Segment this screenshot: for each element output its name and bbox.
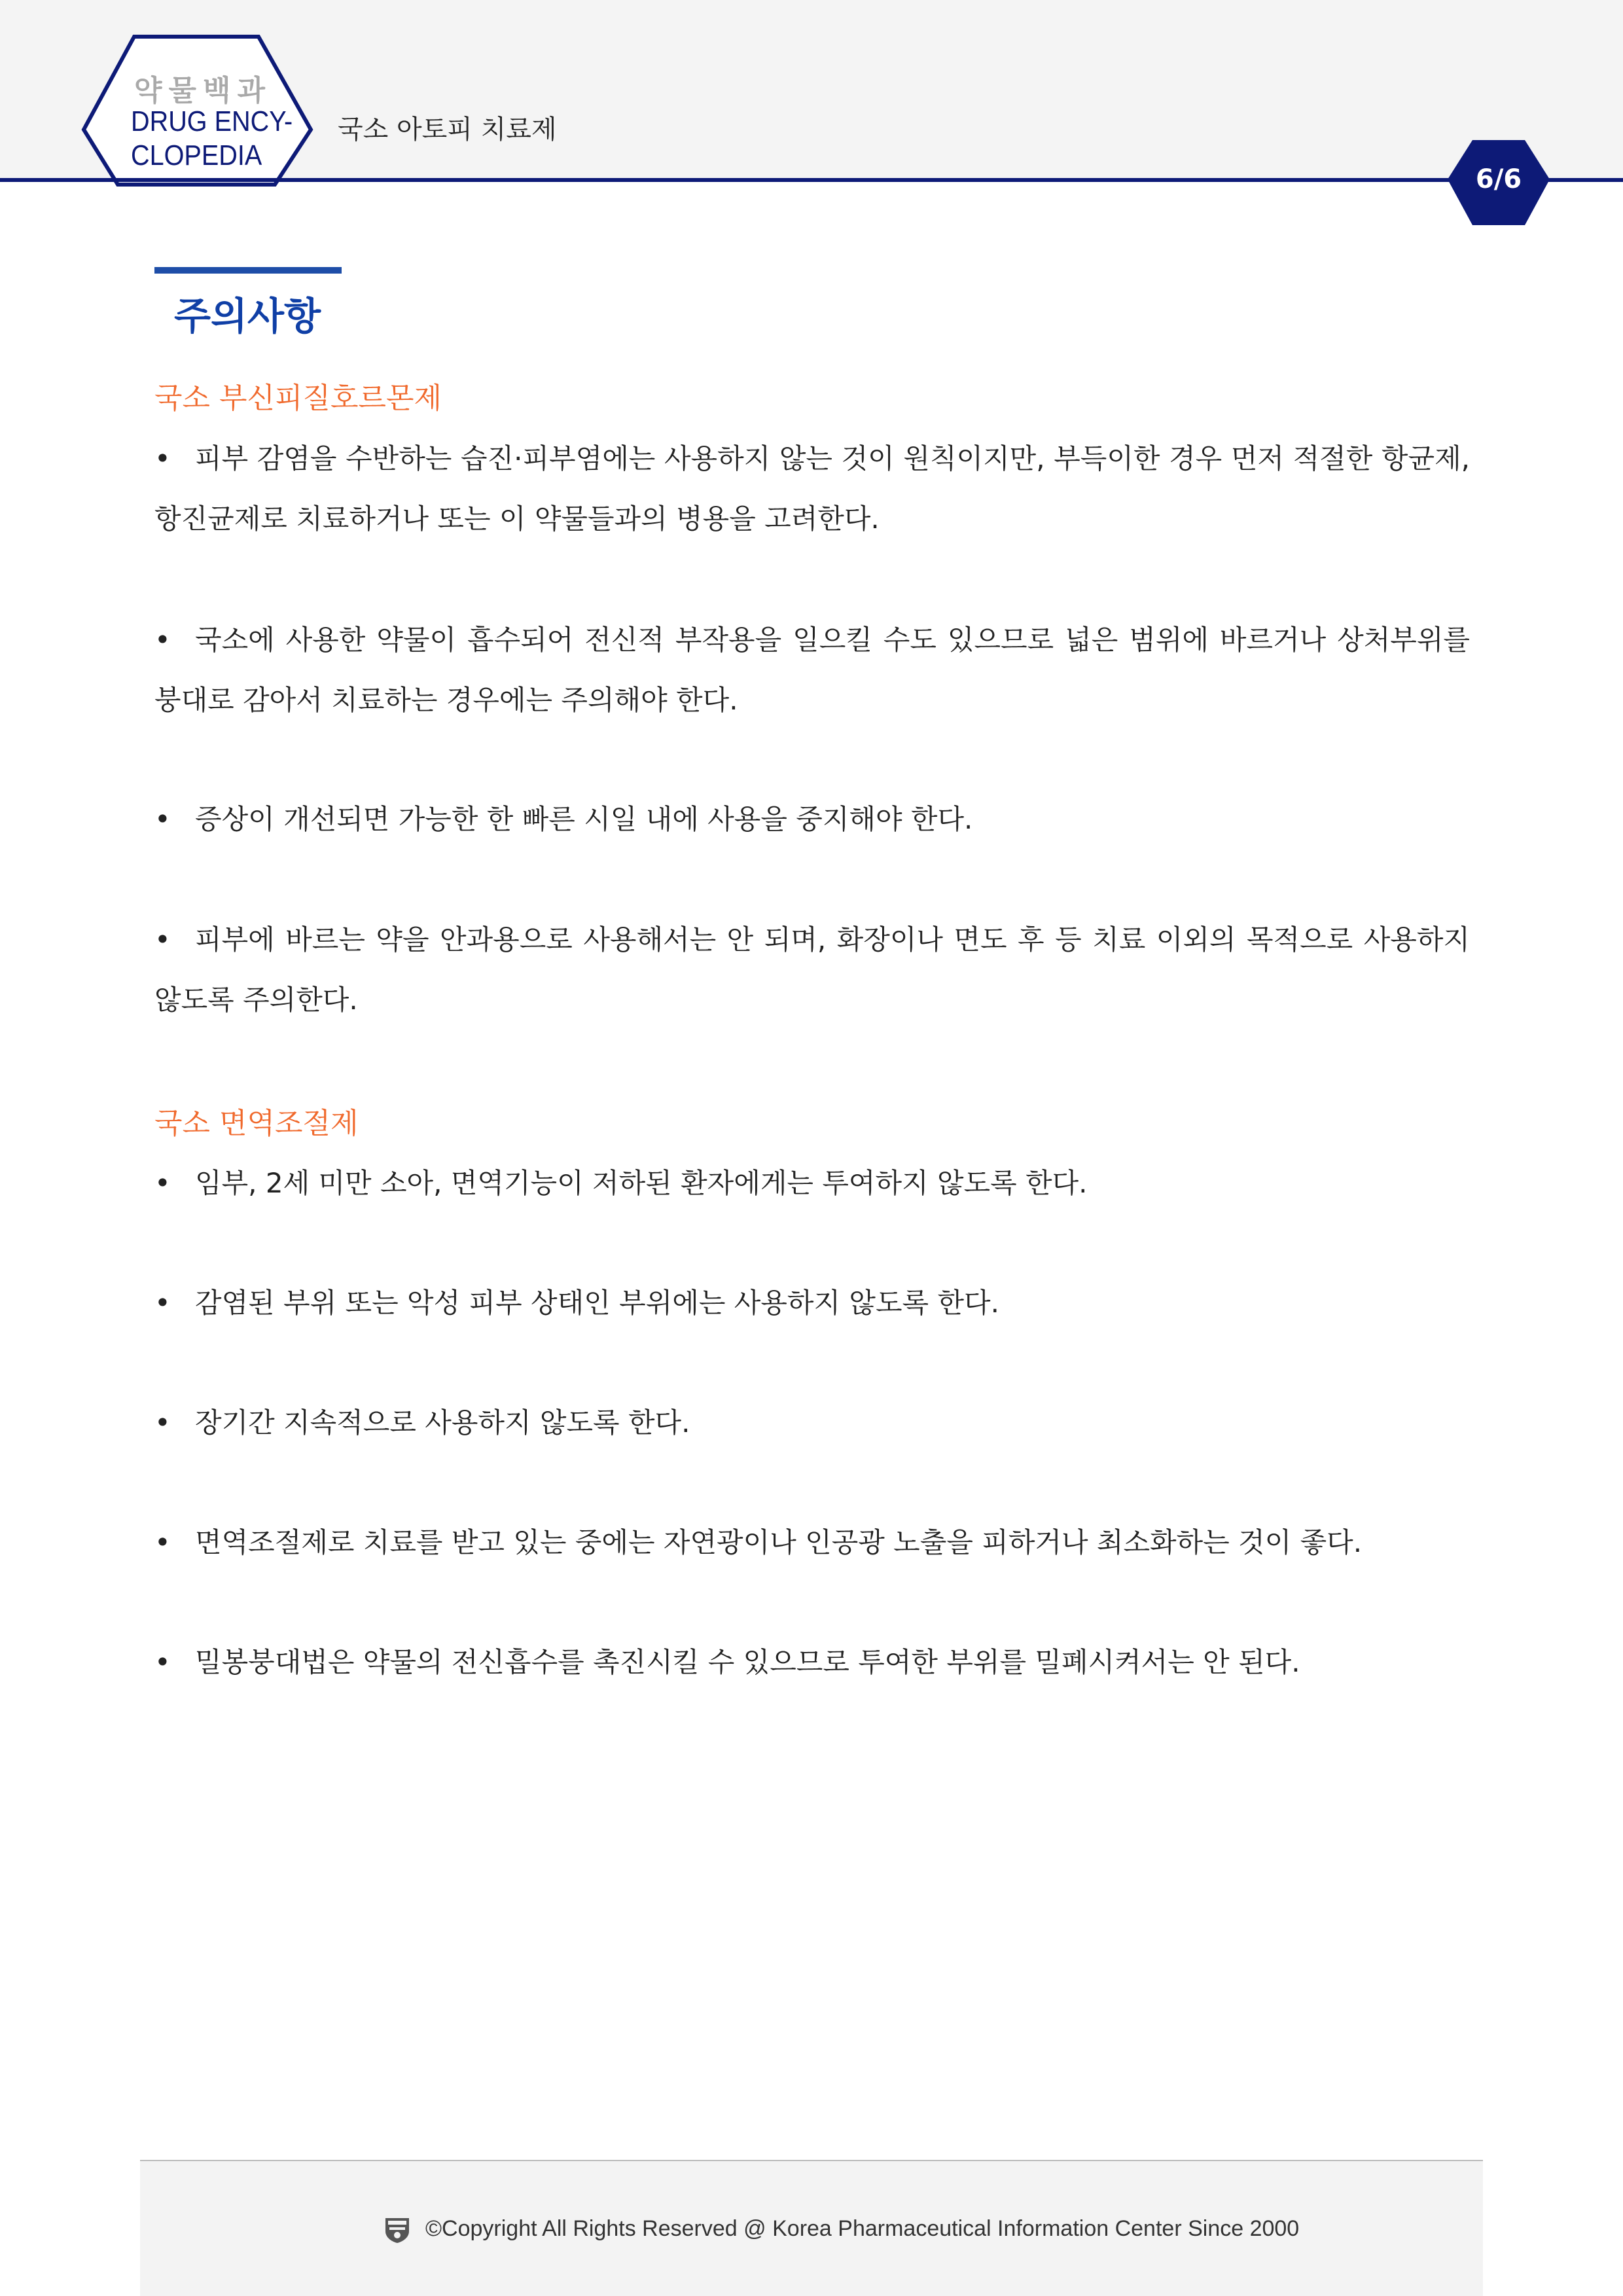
bullet-dot: • — [154, 1167, 171, 1199]
list-item-text: 국소에 사용한 약물이 흡수되어 전신적 부작용을 일으킬 수도 있으므로 넓은 범위에 바르거나 상처부위를 붕대로 감아서 치료하는 경우에는 주의해야 한다. — [154, 624, 1470, 716]
list-item-text: 피부에 바르는 약을 안과용으로 사용해서는 안 되며, 화장이나 면도 후 등 치료 이외의 목적으로 사용하지 않도록 주의한다. — [154, 924, 1470, 1016]
list-item — [154, 910, 1470, 1030]
subsection-heading-immunomodulator: 국소 면역조절제 — [154, 1107, 359, 1140]
logo-english-text — [131, 105, 293, 173]
list-item — [154, 1393, 1470, 1453]
list-item-text: 장기간 지속적으로 사용하지 않도록 한다. — [195, 1407, 690, 1439]
list-item — [154, 789, 1470, 850]
list-item — [154, 1513, 1470, 1573]
list-item — [154, 1153, 1470, 1213]
list-item — [154, 429, 1470, 549]
bullet-dot: • — [154, 1287, 171, 1319]
list-item — [154, 610, 1470, 730]
bullet-dot: • — [154, 1646, 171, 1678]
bullet-dot: • — [154, 803, 171, 835]
list-item-text: 증상이 개선되면 가능한 한 빠른 시일 내에 사용을 중지해야 한다. — [195, 803, 973, 835]
document-title: 국소 아토피 치료제 — [338, 115, 557, 145]
list-item-text: 임부, 2세 미만 소아, 면역기능이 저하된 환자에게는 투여하지 않도록 한다. — [195, 1167, 1088, 1199]
logo-english-line2: CLOPEDIA — [131, 139, 262, 171]
bullet-dot: • — [154, 1407, 171, 1439]
bullet-dot: • — [154, 1526, 171, 1558]
section-title: 주의사항 — [174, 294, 321, 338]
list-item-text: 피부 감염을 수반하는 습진·피부염에는 사용하지 않는 것이 원칙이지만, 부득이한 경우 먼저 적절한 항균제, 항진균제로 치료하거나 또는 이 약물들과의 병용을 고려한다. — [154, 442, 1470, 535]
list-item-text: 밀봉붕대법은 약물의 전신흡수를 촉진시킬 수 있으므로 투여한 부위를 밀폐시켜서는 안 된다. — [195, 1646, 1300, 1678]
subsection-heading-corticosteroid: 국소 부신피질호르몬제 — [154, 382, 442, 415]
bullet-dot: • — [154, 624, 171, 656]
logo-english-line1: DRUG ENCY- — [131, 105, 293, 137]
list-item — [154, 1632, 1470, 1693]
list-item-text: 감염된 부위 또는 악성 피부 상태인 부위에는 사용하지 않도록 한다. — [195, 1287, 999, 1319]
list-item-text: 면역조절제로 치료를 받고 있는 중에는 자연광이나 인공광 노출을 피하거나 최소화하는 것이 좋다. — [195, 1526, 1363, 1558]
footer-copyright: ©Copyright All Rights Reserved @ Korea Pharmaceutical Information Center Since 2000 — [425, 2216, 1300, 2241]
page-number: 6/6 — [1475, 164, 1522, 194]
bullet-dot: • — [154, 924, 171, 956]
logo-korean-text: 약물백과 — [134, 74, 272, 107]
section-title-bar — [154, 267, 342, 274]
bullet-dot: • — [154, 442, 171, 475]
list-item — [154, 1273, 1470, 1333]
kpic-emblem-icon — [383, 2215, 412, 2244]
